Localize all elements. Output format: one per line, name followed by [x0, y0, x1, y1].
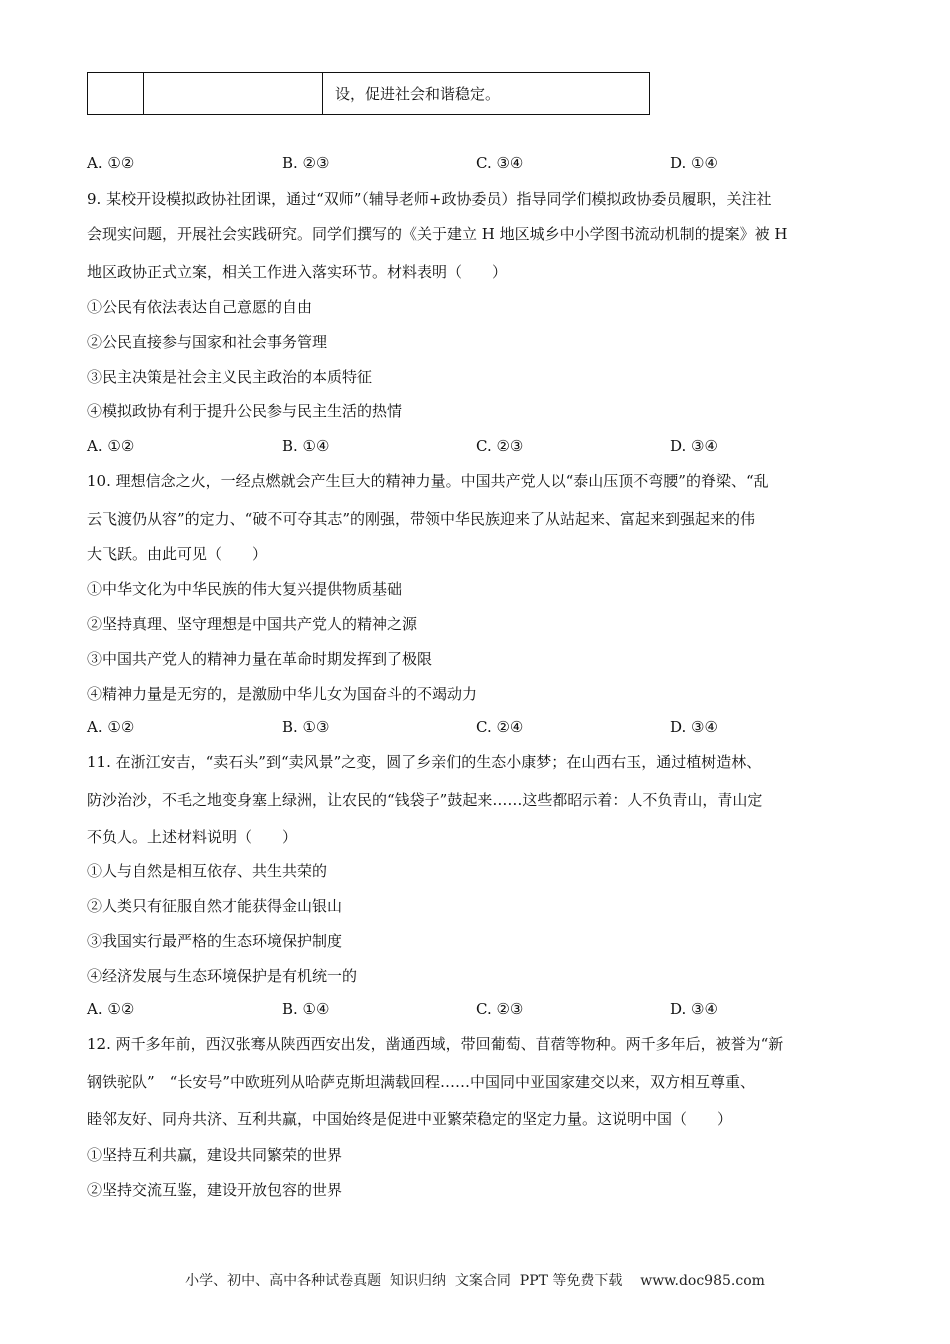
option-b: B. ①④: [282, 1000, 330, 1018]
option-a: A. ①②: [87, 154, 135, 172]
option-c: C. ②③: [476, 1000, 524, 1018]
q10-item: ④精神力量是无穷的，是激励中华儿女为国奋斗的不竭动力: [87, 685, 478, 703]
q12-stem-line: 睦邻友好、同舟共济、互利共赢，中国始终是促进中亚繁荣稳定的坚定力量。这说明中国（ ）: [87, 1110, 733, 1128]
option-b: B. ②③: [282, 154, 330, 172]
table-cell: [88, 73, 144, 115]
option-d: D. ①④: [670, 154, 718, 172]
option-a: A. ①②: [87, 718, 135, 736]
q12-item: ②坚持交流互鉴，建设开放包容的世界: [87, 1181, 343, 1199]
q9-stem-line: 地区政协正式立案，相关工作进入落实环节。材料表明（ ）: [87, 263, 508, 281]
q9-stem-line: 会现实问题，开展社会实践研究。同学们撰写的《关于建立 H 地区城乡中小学图书流动机制的提案》被 H: [87, 225, 788, 243]
q9-item: ②公民直接参与国家和社会事务管理: [87, 333, 328, 351]
option-b: B. ①④: [282, 437, 330, 455]
q11-item: ②人类只有征服自然才能获得金山银山: [87, 897, 343, 915]
q8-options: [87, 153, 787, 173]
table-cell: 设，促进社会和谐稳定。: [323, 73, 650, 115]
q11-options: [87, 999, 787, 1019]
q10-options: [87, 717, 787, 737]
q9-item: ③民主决策是社会主义民主政治的本质特征: [87, 368, 373, 386]
q9-item: ①公民有依法表达自己意愿的自由: [87, 298, 313, 316]
table-cell: [144, 73, 323, 115]
q10-stem-line: 云飞渡仍从容”的定力、“破不可夺其志”的刚强，带领中华民族迎来了从站起来、富起来到强起来的伟: [87, 510, 756, 528]
q11-item: ④经济发展与生态环境保护是有机统一的: [87, 967, 358, 985]
q10-stem-line: 10. 理想信念之火，一经点燃就会产生巨大的精神力量。中国共产党人以“泰山压顶不弯腰”的脊梁、“乱: [87, 472, 769, 490]
q9-item: ④模拟政协有利于提升公民参与民主生活的热情: [87, 402, 403, 420]
q11-item: ③我国实行最严格的生态环境保护制度: [87, 932, 343, 950]
q11-stem-line: 不负人。上述材料说明（ ）: [87, 828, 298, 846]
q12-item: ①坚持互利共赢，建设共同繁荣的世界: [87, 1146, 343, 1164]
q10-item: ③中国共产党人的精神力量在革命时期发挥到了极限: [87, 650, 433, 668]
option-a: A. ①②: [87, 437, 135, 455]
option-d: D. ③④: [670, 437, 718, 455]
q12-stem-line: 钢铁驼队” “长安号”中欧班列从哈萨克斯坦满载回程……中国同中亚国家建交以来，双方相互尊重、: [87, 1073, 756, 1091]
q10-item: ①中华文化为中华民族的伟大复兴提供物质基础: [87, 580, 403, 598]
table-row: [88, 73, 650, 115]
q11-stem-line: 11. 在浙江安吉，“卖石头”到“卖风景”之变，圆了乡亲们的生态小康梦；在山西右玉，通过植树造林、: [87, 753, 762, 771]
option-a: A. ①②: [87, 1000, 135, 1018]
q9-stem-line: 9. 某校开设模拟政协社团课，通过“双师”（辅导老师+政协委员）指导同学们模拟政协委员履职，关注社: [87, 190, 772, 208]
q9-options: [87, 436, 787, 456]
q11-item: ①人与自然是相互依存、共生共荣的: [87, 862, 328, 880]
option-b: B. ①③: [282, 718, 330, 736]
page-footer: 小学、初中、高中各种试卷真题 知识归纳 文案合同 PPT 等免费下载 www.doc985.com: [185, 1273, 765, 1289]
answer-table-fragment: [87, 72, 650, 115]
q10-stem-line: 大飞跃。由此可见（ ）: [87, 545, 268, 563]
option-c: C. ③④: [476, 154, 524, 172]
q10-item: ②坚持真理、坚守理想是中国共产党人的精神之源: [87, 615, 418, 633]
q12-stem-line: 12. 两千多年前，西汉张骞从陕西西安出发，凿通西域，带回葡萄、苜蓿等物种。两千多年后，被誉为“新: [87, 1035, 784, 1053]
option-c: C. ②④: [476, 718, 524, 736]
option-d: D. ③④: [670, 718, 718, 736]
q11-stem-line: 防沙治沙，不毛之地变身塞上绿洲，让农民的“钱袋子”鼓起来……这些都昭示着：人不负青山，青山定: [87, 791, 763, 809]
option-d: D. ③④: [670, 1000, 718, 1018]
option-c: C. ②③: [476, 437, 524, 455]
